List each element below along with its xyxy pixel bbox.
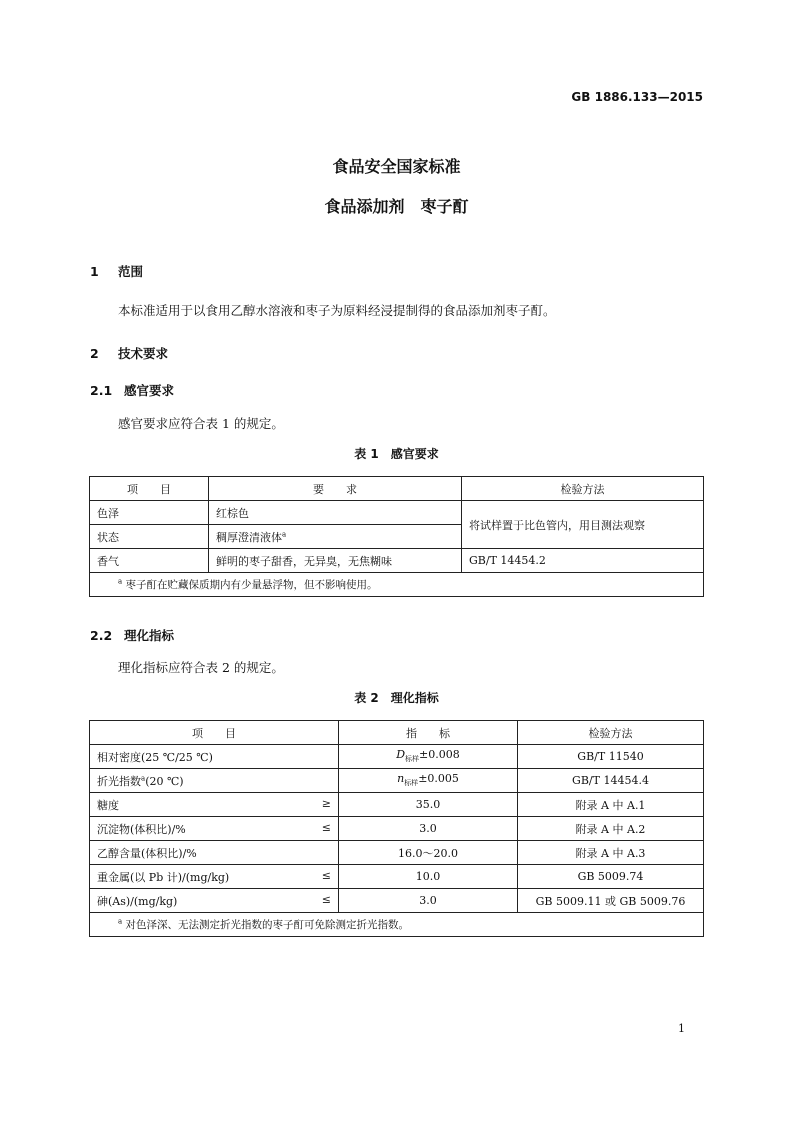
table-header-row (90, 477, 704, 501)
cell-method: GB 5009.74 (518, 865, 704, 889)
cell-indicator: 3.0 (339, 889, 518, 913)
footnote-text: 枣子酊在贮藏保质期内有少量悬浮物，但不影响使用。 (125, 579, 378, 591)
table-footnote-row (90, 573, 704, 597)
cell-requirement: 鲜明的枣子甜香，无异臭，无焦糊味 (209, 549, 462, 573)
footnote-marker: a (282, 529, 287, 538)
page-number: 1 (678, 1022, 685, 1035)
footnote-text: 对色泽深、无法测定折光指数的枣子酊可免除测定折光指数。 (125, 919, 410, 931)
cell-requirement (209, 525, 462, 549)
item-text: 糖度 (97, 798, 119, 812)
table-1 (89, 476, 704, 597)
section-2-1-text: 感官要求应符合表 1 的规定。 (118, 416, 284, 431)
table-2 (89, 720, 704, 937)
header-indicator: 指 标 (339, 721, 518, 745)
cell-method: GB/T 14454.2 (462, 549, 704, 573)
cell-item (90, 865, 339, 889)
cell-item: 相对密度(25 ℃/25 ℃) (90, 745, 339, 769)
symbol: D (396, 748, 406, 762)
cell-item (90, 769, 339, 793)
table-2-caption: 表 2 理化指标 (354, 691, 439, 705)
cell-item (90, 793, 339, 817)
standard-number: GB 1886.133—2015 (571, 90, 703, 104)
table-row (90, 889, 704, 913)
relation-symbol: ≤ (321, 868, 331, 882)
section-number: 2.1 (90, 383, 113, 398)
symbol: n (397, 772, 405, 786)
indicator-value: ±0.005 (418, 772, 459, 786)
indicator-value: ±0.008 (419, 748, 460, 762)
table-footnote-row (90, 913, 704, 937)
cell-method: 附录 A 中 A.2 (518, 817, 704, 841)
cell-indicator: 10.0 (339, 865, 518, 889)
document-title: 食品安全国家标准 (332, 157, 461, 176)
cell-requirement: 红棕色 (209, 501, 462, 525)
cell-method: GB/T 11540 (518, 745, 704, 769)
header-method: 检验方法 (518, 721, 704, 745)
cell-method: 附录 A 中 A.1 (518, 793, 704, 817)
section-2-heading (90, 344, 168, 362)
cell-indicator: 35.0 (339, 793, 518, 817)
item-text: 砷(As)/(mg/kg) (97, 894, 178, 908)
section-title: 感官要求 (124, 383, 175, 398)
table-row (90, 865, 704, 889)
table-row (90, 501, 704, 525)
cell-item: 香气 (90, 549, 209, 573)
table-row (90, 817, 704, 841)
cell-method: GB 5009.11 或 GB 5009.76 (518, 889, 704, 913)
cell-item: 状态 (90, 525, 209, 549)
cell-method-merged: 将试样置于比色管内，用目测法观察 (462, 501, 704, 549)
relation-symbol: ≤ (321, 820, 331, 834)
relation-symbol: ≥ (321, 796, 331, 810)
section-2-2-heading (90, 626, 174, 644)
item-text-rest: (20 ℃) (145, 774, 184, 788)
item-text: 重金属(以 Pb 计)/(mg/kg) (97, 870, 230, 884)
section-2-1-heading (90, 381, 174, 399)
cell-item: 乙醇含量(体积比)/% (90, 841, 339, 865)
footnote-marker: a (118, 577, 123, 586)
footnote-marker: a (118, 917, 123, 926)
table-footnote (90, 573, 704, 597)
cell-indicator (339, 769, 518, 793)
table-row (90, 745, 704, 769)
section-1-heading (90, 262, 143, 280)
cell-method: GB/T 14454.4 (518, 769, 704, 793)
section-title: 理化指标 (124, 628, 175, 643)
requirement-text: 稠厚澄清液体 (216, 530, 282, 544)
cell-indicator: 16.0～20.0 (339, 841, 518, 865)
section-number: 1 (90, 264, 99, 279)
section-1-text: 本标准适用于以食用乙醇水溶液和枣子为原料经浸提制得的食品添加剂枣子酊。 (118, 303, 556, 318)
section-title: 范围 (118, 264, 144, 279)
table-row (90, 549, 704, 573)
header-item: 项 目 (90, 477, 209, 501)
table-row (90, 841, 704, 865)
header-method: 检验方法 (462, 477, 704, 501)
item-text: 折光指数 (97, 774, 141, 788)
table-1-caption: 表 1 感官要求 (354, 447, 439, 461)
section-2-2-text: 理化指标应符合表 2 的规定。 (118, 660, 284, 675)
symbol-subscript: 标样 (405, 755, 420, 764)
cell-item (90, 817, 339, 841)
section-title: 技术要求 (118, 346, 169, 361)
cell-item (90, 889, 339, 913)
cell-item: 色泽 (90, 501, 209, 525)
table-header-row (90, 721, 704, 745)
document-subtitle: 食品添加剂 枣子酊 (324, 197, 469, 216)
cell-indicator (339, 745, 518, 769)
table-footnote (90, 913, 704, 937)
symbol-subscript: 标样 (404, 779, 419, 788)
header-item: 项 目 (90, 721, 339, 745)
table-row (90, 769, 704, 793)
footnote-marker: a (141, 773, 146, 782)
cell-indicator: 3.0 (339, 817, 518, 841)
cell-method: 附录 A 中 A.3 (518, 841, 704, 865)
table-row (90, 793, 704, 817)
section-number: 2.2 (90, 628, 113, 643)
section-number: 2 (90, 346, 99, 361)
item-text: 沉淀物(体积比)/% (97, 822, 186, 836)
header-requirement: 要 求 (209, 477, 462, 501)
relation-symbol: ≤ (321, 892, 331, 906)
